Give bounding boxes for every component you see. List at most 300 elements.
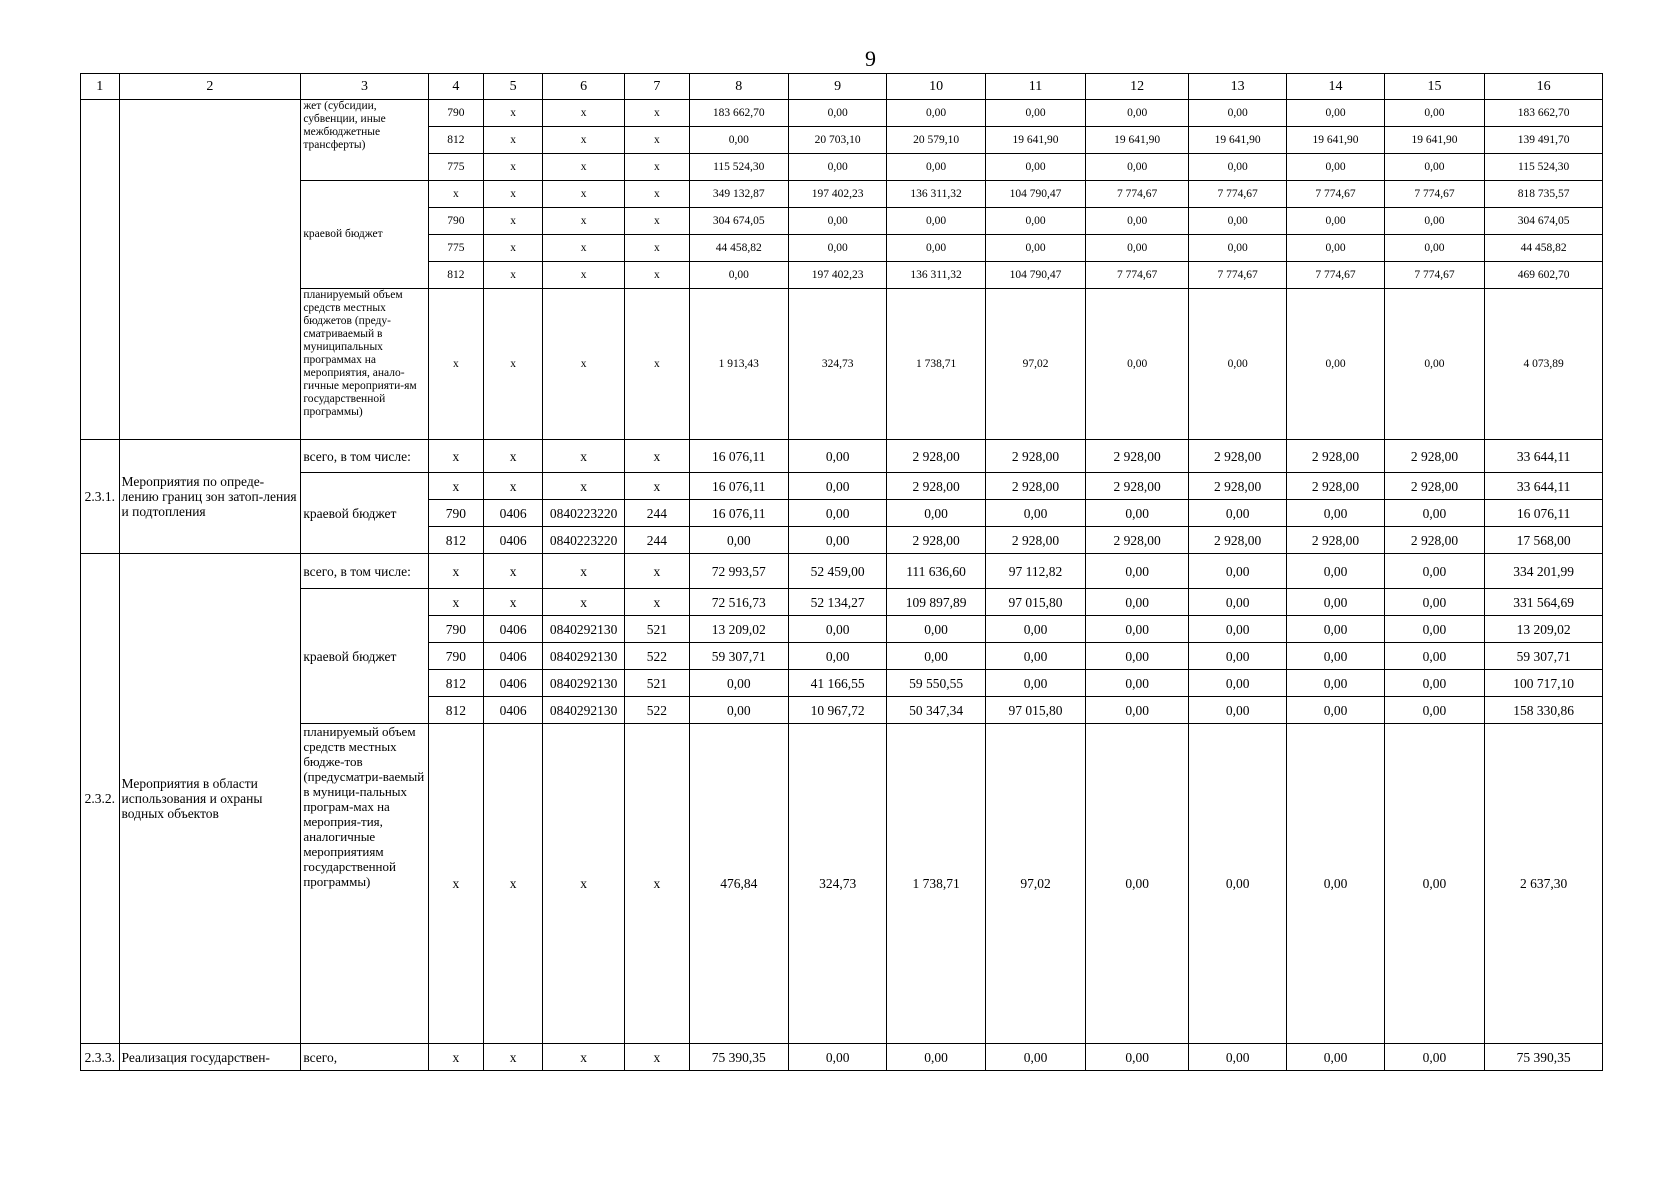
table-cell: 0,00 bbox=[1287, 235, 1384, 262]
table-cell: x bbox=[543, 724, 625, 1044]
table-cell: 7 774,67 bbox=[1188, 181, 1286, 208]
table-cell: 2 928,00 bbox=[1188, 440, 1286, 473]
table-cell: 0,00 bbox=[1384, 1044, 1485, 1071]
table-cell: 104 790,47 bbox=[985, 181, 1086, 208]
header-cell: 9 bbox=[788, 74, 886, 100]
table-cell: 0,00 bbox=[788, 440, 886, 473]
table-cell: 324,73 bbox=[788, 724, 886, 1044]
table-cell: 2 928,00 bbox=[1287, 440, 1384, 473]
table-cell: 0,00 bbox=[1384, 235, 1485, 262]
table-cell: 2 928,00 bbox=[1188, 527, 1286, 554]
table-cell: 2 928,00 bbox=[1384, 440, 1485, 473]
table-cell: x bbox=[428, 554, 484, 589]
table-cell: x bbox=[428, 289, 484, 440]
table-cell: 13 209,02 bbox=[1485, 616, 1603, 643]
table-cell: 2 928,00 bbox=[1086, 440, 1189, 473]
table-cell: 0,00 bbox=[1188, 100, 1286, 127]
table-cell: 0,00 bbox=[1384, 554, 1485, 589]
table-cell: x bbox=[543, 289, 625, 440]
header-cell: 16 bbox=[1485, 74, 1603, 100]
table-cell: 812 bbox=[428, 697, 484, 724]
header-cell: 4 bbox=[428, 74, 484, 100]
table-cell: x bbox=[484, 554, 543, 589]
table-cell: 0840223220 bbox=[543, 527, 625, 554]
table-cell: x bbox=[543, 181, 625, 208]
table-cell: 790 bbox=[428, 100, 484, 127]
table-cell: 7 774,67 bbox=[1086, 262, 1189, 289]
table-cell: 59 307,71 bbox=[689, 643, 788, 670]
table-cell: 790 bbox=[428, 616, 484, 643]
table-cell: 0,00 bbox=[1287, 208, 1384, 235]
funding-source-cell: всего, в том числе: bbox=[301, 440, 428, 473]
table-cell: x bbox=[625, 127, 689, 154]
table-cell: 2 928,00 bbox=[1086, 527, 1189, 554]
table-cell: 72 516,73 bbox=[689, 589, 788, 616]
table-cell: 0,00 bbox=[1287, 154, 1384, 181]
table-cell: x bbox=[625, 589, 689, 616]
table-cell: 0,00 bbox=[887, 235, 985, 262]
table-cell: 19 641,90 bbox=[1188, 127, 1286, 154]
table-cell: 2 928,00 bbox=[1086, 473, 1189, 500]
table-cell: 0,00 bbox=[985, 154, 1086, 181]
table-cell: x bbox=[625, 181, 689, 208]
table-cell: 0,00 bbox=[1384, 724, 1485, 1044]
table-cell: 7 774,67 bbox=[1384, 262, 1485, 289]
table-cell: 0840292130 bbox=[543, 697, 625, 724]
table-row bbox=[81, 181, 1603, 208]
table-cell: 775 bbox=[428, 235, 484, 262]
table-cell: x bbox=[543, 440, 625, 473]
table-cell: 97 015,80 bbox=[985, 589, 1086, 616]
table-cell: 0406 bbox=[484, 616, 543, 643]
table-cell: 0,00 bbox=[1287, 670, 1384, 697]
table-cell: 304 674,05 bbox=[689, 208, 788, 235]
table-row bbox=[81, 724, 1603, 1044]
table-cell: 44 458,82 bbox=[1485, 235, 1603, 262]
table-cell: 136 311,32 bbox=[887, 262, 985, 289]
table-cell: 0,00 bbox=[788, 154, 886, 181]
table-cell: 0,00 bbox=[1384, 670, 1485, 697]
table-cell: 7 774,67 bbox=[1188, 262, 1286, 289]
table-row bbox=[81, 473, 1603, 500]
table-cell: 1 738,71 bbox=[887, 289, 985, 440]
table-cell: 7 774,67 bbox=[1384, 181, 1485, 208]
table-cell: 0,00 bbox=[788, 643, 886, 670]
table-cell: 20 579,10 bbox=[887, 127, 985, 154]
funding-source-cell: краевой бюджет bbox=[301, 181, 428, 289]
table-cell: 0,00 bbox=[1086, 697, 1189, 724]
table-cell: 0,00 bbox=[1086, 208, 1189, 235]
table-cell: 812 bbox=[428, 527, 484, 554]
table-cell: 0840292130 bbox=[543, 616, 625, 643]
table-cell: 17 568,00 bbox=[1485, 527, 1603, 554]
table-cell: x bbox=[543, 127, 625, 154]
header-cell: 3 bbox=[301, 74, 428, 100]
table-cell: 100 717,10 bbox=[1485, 670, 1603, 697]
table-cell: x bbox=[484, 1044, 543, 1071]
table-cell: 0,00 bbox=[985, 643, 1086, 670]
table-row bbox=[81, 440, 1603, 473]
table-cell: x bbox=[625, 554, 689, 589]
table-cell: 0,00 bbox=[1188, 643, 1286, 670]
table-cell: 109 897,89 bbox=[887, 589, 985, 616]
table-cell: x bbox=[625, 154, 689, 181]
table-cell: 0,00 bbox=[985, 670, 1086, 697]
table-cell: 0,00 bbox=[1086, 670, 1189, 697]
table-cell: 0840223220 bbox=[543, 500, 625, 527]
table-cell: 139 491,70 bbox=[1485, 127, 1603, 154]
table-cell: 0,00 bbox=[788, 1044, 886, 1071]
page-number: 9 bbox=[865, 46, 876, 71]
table-cell: 16 076,11 bbox=[689, 473, 788, 500]
table-cell: x bbox=[484, 473, 543, 500]
table-cell: 2 928,00 bbox=[1384, 473, 1485, 500]
item-name-cell bbox=[119, 100, 301, 440]
table-cell: 244 bbox=[625, 500, 689, 527]
table-cell: x bbox=[428, 589, 484, 616]
table-cell: x bbox=[428, 473, 484, 500]
table-cell: 0840292130 bbox=[543, 670, 625, 697]
table-cell: 0,00 bbox=[1287, 589, 1384, 616]
table-cell: 0,00 bbox=[1384, 208, 1485, 235]
item-name-cell: Мероприятия в области использования и охраны водных объектов bbox=[119, 554, 301, 1044]
table-cell: 0,00 bbox=[1384, 500, 1485, 527]
table-cell: 0,00 bbox=[887, 100, 985, 127]
table-cell: 0,00 bbox=[1086, 643, 1189, 670]
table-cell: 521 bbox=[625, 616, 689, 643]
table-cell: 0,00 bbox=[985, 500, 1086, 527]
table-cell: 33 644,11 bbox=[1485, 440, 1603, 473]
table-cell: 0,00 bbox=[1384, 589, 1485, 616]
header-cell: 2 bbox=[119, 74, 301, 100]
header-cell: 7 bbox=[625, 74, 689, 100]
table-cell: 59 307,71 bbox=[1485, 643, 1603, 670]
header-cell: 15 bbox=[1384, 74, 1485, 100]
table-cell: x bbox=[484, 589, 543, 616]
table-cell: 0,00 bbox=[887, 208, 985, 235]
table-cell: 2 928,00 bbox=[1287, 473, 1384, 500]
funding-source-cell: планируемый объем средств местных бюдже-тов (предусматри-ваемый в муници-пальных програм-мах на мероприя-тия, аналогичные мероприятиям государственной программы) bbox=[301, 724, 428, 1044]
table-cell: 0,00 bbox=[1287, 1044, 1384, 1071]
table-cell: 0,00 bbox=[1188, 670, 1286, 697]
table-cell: 0,00 bbox=[887, 643, 985, 670]
table-cell: 0,00 bbox=[887, 500, 985, 527]
table-cell: 0,00 bbox=[788, 100, 886, 127]
table-row bbox=[81, 100, 1603, 127]
table-cell: 334 201,99 bbox=[1485, 554, 1603, 589]
table-cell: x bbox=[625, 724, 689, 1044]
table-cell: 476,84 bbox=[689, 724, 788, 1044]
table-cell: 0,00 bbox=[1086, 500, 1189, 527]
table-cell: 0,00 bbox=[788, 235, 886, 262]
table-cell: x bbox=[625, 208, 689, 235]
table-cell: x bbox=[625, 262, 689, 289]
table-cell: x bbox=[484, 724, 543, 1044]
table-cell: 812 bbox=[428, 670, 484, 697]
table-cell: x bbox=[484, 262, 543, 289]
table-cell: 0,00 bbox=[1384, 289, 1485, 440]
table-cell: 0840292130 bbox=[543, 643, 625, 670]
table-cell: 183 662,70 bbox=[1485, 100, 1603, 127]
table-cell: 244 bbox=[625, 527, 689, 554]
table-cell: x bbox=[428, 1044, 484, 1071]
header-row bbox=[81, 74, 1603, 100]
table-cell: 0406 bbox=[484, 527, 543, 554]
table-cell: 521 bbox=[625, 670, 689, 697]
table-cell: 0,00 bbox=[1287, 289, 1384, 440]
table-cell: 331 564,69 bbox=[1485, 589, 1603, 616]
table-cell: 4 073,89 bbox=[1485, 289, 1603, 440]
table-cell: 304 674,05 bbox=[1485, 208, 1603, 235]
table-cell: 0,00 bbox=[1086, 554, 1189, 589]
table-cell: x bbox=[625, 1044, 689, 1071]
table-cell: x bbox=[543, 154, 625, 181]
table-cell: 2 928,00 bbox=[985, 527, 1086, 554]
table-cell: 0,00 bbox=[1188, 589, 1286, 616]
table-cell: 0,00 bbox=[689, 670, 788, 697]
table-cell: 0,00 bbox=[1086, 289, 1189, 440]
table-cell: 0,00 bbox=[1086, 235, 1189, 262]
table-cell: 0,00 bbox=[689, 527, 788, 554]
table-cell: x bbox=[484, 100, 543, 127]
table-cell: 7 774,67 bbox=[1287, 262, 1384, 289]
table-cell: 812 bbox=[428, 262, 484, 289]
table-cell: 41 166,55 bbox=[788, 670, 886, 697]
table-cell: 0,00 bbox=[985, 235, 1086, 262]
funding-source-cell: краевой бюджет bbox=[301, 589, 428, 724]
table-cell: 2 637,30 bbox=[1485, 724, 1603, 1044]
table-cell: 183 662,70 bbox=[689, 100, 788, 127]
table-cell: 790 bbox=[428, 208, 484, 235]
table-cell: 59 550,55 bbox=[887, 670, 985, 697]
table-cell: 0,00 bbox=[1188, 697, 1286, 724]
table-cell: 0406 bbox=[484, 670, 543, 697]
table-cell: 0,00 bbox=[887, 154, 985, 181]
table-cell: 19 641,90 bbox=[1287, 127, 1384, 154]
table-cell: 75 390,35 bbox=[689, 1044, 788, 1071]
table-cell: x bbox=[428, 440, 484, 473]
table-cell: 111 636,60 bbox=[887, 554, 985, 589]
table-cell: 0,00 bbox=[1188, 554, 1286, 589]
table-cell: x bbox=[543, 100, 625, 127]
funding-source-cell: жет (субсидии, субвенции, иные межбюджетные трансферты) bbox=[301, 100, 428, 181]
table-cell: 0,00 bbox=[1287, 500, 1384, 527]
table-cell: 0,00 bbox=[1086, 589, 1189, 616]
table-cell: 2 928,00 bbox=[887, 440, 985, 473]
table-cell: 19 641,90 bbox=[985, 127, 1086, 154]
table-cell: x bbox=[484, 154, 543, 181]
table-cell: 0,00 bbox=[985, 616, 1086, 643]
table-cell: 19 641,90 bbox=[1086, 127, 1189, 154]
table-cell: 0,00 bbox=[1384, 643, 1485, 670]
funding-source-cell: всего, в том числе: bbox=[301, 554, 428, 589]
table-cell: 0,00 bbox=[1188, 208, 1286, 235]
item-id-cell: 2.3.3. bbox=[81, 1044, 120, 1071]
table-cell: x bbox=[484, 208, 543, 235]
table-cell: 818 735,57 bbox=[1485, 181, 1603, 208]
table-cell: 0,00 bbox=[887, 616, 985, 643]
table-cell: 0,00 bbox=[985, 100, 1086, 127]
table-cell: x bbox=[428, 181, 484, 208]
table-cell: 0,00 bbox=[1287, 724, 1384, 1044]
table-cell: 104 790,47 bbox=[985, 262, 1086, 289]
table-cell: x bbox=[543, 235, 625, 262]
table-cell: x bbox=[625, 440, 689, 473]
header-cell: 5 bbox=[484, 74, 543, 100]
table-cell: 775 bbox=[428, 154, 484, 181]
table-cell: 0,00 bbox=[1287, 554, 1384, 589]
table-row bbox=[81, 1044, 1603, 1071]
header-cell: 14 bbox=[1287, 74, 1384, 100]
header-cell: 6 bbox=[543, 74, 625, 100]
table-cell: 136 311,32 bbox=[887, 181, 985, 208]
table-cell: 0,00 bbox=[1287, 100, 1384, 127]
table-cell: 2 928,00 bbox=[1188, 473, 1286, 500]
table-cell: 1 738,71 bbox=[887, 724, 985, 1044]
item-name-cell: Мероприятия по опреде-лению границ зон затоп-ления и подтопления bbox=[119, 440, 301, 554]
table-cell: 44 458,82 bbox=[689, 235, 788, 262]
header-cell: 10 bbox=[887, 74, 985, 100]
table-cell: 0,00 bbox=[1384, 697, 1485, 724]
header-cell: 13 bbox=[1188, 74, 1286, 100]
table-cell: 7 774,67 bbox=[1287, 181, 1384, 208]
table-cell: x bbox=[543, 1044, 625, 1071]
table-cell: x bbox=[543, 554, 625, 589]
table-cell: 0,00 bbox=[788, 473, 886, 500]
table-cell: 0,00 bbox=[1384, 616, 1485, 643]
table-row bbox=[81, 554, 1603, 589]
table-cell: 522 bbox=[625, 643, 689, 670]
table-cell: 115 524,30 bbox=[689, 154, 788, 181]
table-cell: 97 112,82 bbox=[985, 554, 1086, 589]
table-row bbox=[81, 589, 1603, 616]
table-cell: x bbox=[625, 473, 689, 500]
table-cell: 0406 bbox=[484, 500, 543, 527]
table-cell: 0,00 bbox=[1086, 724, 1189, 1044]
table-cell: 790 bbox=[428, 500, 484, 527]
table-cell: 0,00 bbox=[1086, 1044, 1189, 1071]
table-cell: x bbox=[625, 289, 689, 440]
table-cell: 0,00 bbox=[1188, 154, 1286, 181]
table-cell: 33 644,11 bbox=[1485, 473, 1603, 500]
table-cell: 16 076,11 bbox=[689, 440, 788, 473]
table-cell: 97,02 bbox=[985, 724, 1086, 1044]
item-name-cell: Реализация государствен- bbox=[119, 1044, 301, 1071]
table-cell: 52 134,27 bbox=[788, 589, 886, 616]
table-cell: x bbox=[543, 262, 625, 289]
header-cell: 1 bbox=[81, 74, 120, 100]
table-cell: 349 132,87 bbox=[689, 181, 788, 208]
table-cell: 97 015,80 bbox=[985, 697, 1086, 724]
table-cell: 52 459,00 bbox=[788, 554, 886, 589]
table-cell: x bbox=[484, 440, 543, 473]
table-cell: 0,00 bbox=[788, 527, 886, 554]
table-cell: 0,00 bbox=[1086, 616, 1189, 643]
table-cell: 0,00 bbox=[1188, 1044, 1286, 1071]
table-cell: 0,00 bbox=[1287, 697, 1384, 724]
table-cell: 0,00 bbox=[788, 616, 886, 643]
table-cell: 13 209,02 bbox=[689, 616, 788, 643]
table-cell: 0,00 bbox=[1188, 616, 1286, 643]
table-row bbox=[81, 289, 1603, 440]
table-cell: 2 928,00 bbox=[887, 527, 985, 554]
table-cell: 1 913,43 bbox=[689, 289, 788, 440]
table-cell: 0,00 bbox=[788, 208, 886, 235]
table-cell: 20 703,10 bbox=[788, 127, 886, 154]
table-cell: 0,00 bbox=[1188, 724, 1286, 1044]
funding-source-cell: краевой бюджет bbox=[301, 473, 428, 554]
header-cell: 12 bbox=[1086, 74, 1189, 100]
table-cell: 50 347,34 bbox=[887, 697, 985, 724]
table-cell: 0,00 bbox=[1188, 235, 1286, 262]
header-cell: 11 bbox=[985, 74, 1086, 100]
budget-table bbox=[80, 73, 1603, 1071]
table-cell: 10 967,72 bbox=[788, 697, 886, 724]
table-cell: 790 bbox=[428, 643, 484, 670]
table-cell: 7 774,67 bbox=[1086, 181, 1189, 208]
table-cell: 158 330,86 bbox=[1485, 697, 1603, 724]
table-cell: 115 524,30 bbox=[1485, 154, 1603, 181]
table-cell: 0,00 bbox=[1287, 643, 1384, 670]
item-id-cell bbox=[81, 100, 120, 440]
funding-source-cell: всего, bbox=[301, 1044, 428, 1071]
table-cell: 0,00 bbox=[985, 208, 1086, 235]
table-cell: 469 602,70 bbox=[1485, 262, 1603, 289]
table-cell: 0,00 bbox=[1086, 100, 1189, 127]
table-cell: 0,00 bbox=[887, 1044, 985, 1071]
table-cell: x bbox=[543, 473, 625, 500]
table-cell: 197 402,23 bbox=[788, 181, 886, 208]
table-cell: 0,00 bbox=[689, 262, 788, 289]
table-cell: 2 928,00 bbox=[985, 473, 1086, 500]
table-cell: x bbox=[484, 235, 543, 262]
table-cell: 0,00 bbox=[689, 697, 788, 724]
table-cell: 324,73 bbox=[788, 289, 886, 440]
header-cell: 8 bbox=[689, 74, 788, 100]
item-id-cell: 2.3.1. bbox=[81, 440, 120, 554]
table-cell: x bbox=[484, 127, 543, 154]
table-cell: 2 928,00 bbox=[887, 473, 985, 500]
table-cell: 0406 bbox=[484, 643, 543, 670]
table-cell: 2 928,00 bbox=[1287, 527, 1384, 554]
table-cell: 0,00 bbox=[689, 127, 788, 154]
table-cell: 812 bbox=[428, 127, 484, 154]
table-cell: 97,02 bbox=[985, 289, 1086, 440]
table-cell: x bbox=[484, 181, 543, 208]
item-id-cell: 2.3.2. bbox=[81, 554, 120, 1044]
table-cell: x bbox=[543, 589, 625, 616]
table-cell: 0,00 bbox=[1188, 289, 1286, 440]
table-cell: x bbox=[625, 100, 689, 127]
table-cell: 0406 bbox=[484, 697, 543, 724]
table-cell: 2 928,00 bbox=[1384, 527, 1485, 554]
table-cell: 0,00 bbox=[985, 1044, 1086, 1071]
table-cell: x bbox=[484, 289, 543, 440]
table-cell: 19 641,90 bbox=[1384, 127, 1485, 154]
table-cell: x bbox=[543, 208, 625, 235]
table-cell: 2 928,00 bbox=[985, 440, 1086, 473]
table-cell: 0,00 bbox=[1086, 154, 1189, 181]
table-cell: 72 993,57 bbox=[689, 554, 788, 589]
table-cell: 197 402,23 bbox=[788, 262, 886, 289]
table-cell: x bbox=[625, 235, 689, 262]
table-cell: 0,00 bbox=[1384, 154, 1485, 181]
table-cell: 0,00 bbox=[1188, 500, 1286, 527]
table-cell: x bbox=[428, 724, 484, 1044]
funding-source-cell: планируемый объем средств местных бюджетов (преду-сматриваемый в муниципальных программах на мероприятия, анало-гичные мероприяти-ям государственной программы) bbox=[301, 289, 428, 440]
table-cell: 75 390,35 bbox=[1485, 1044, 1603, 1071]
table-cell: 16 076,11 bbox=[689, 500, 788, 527]
